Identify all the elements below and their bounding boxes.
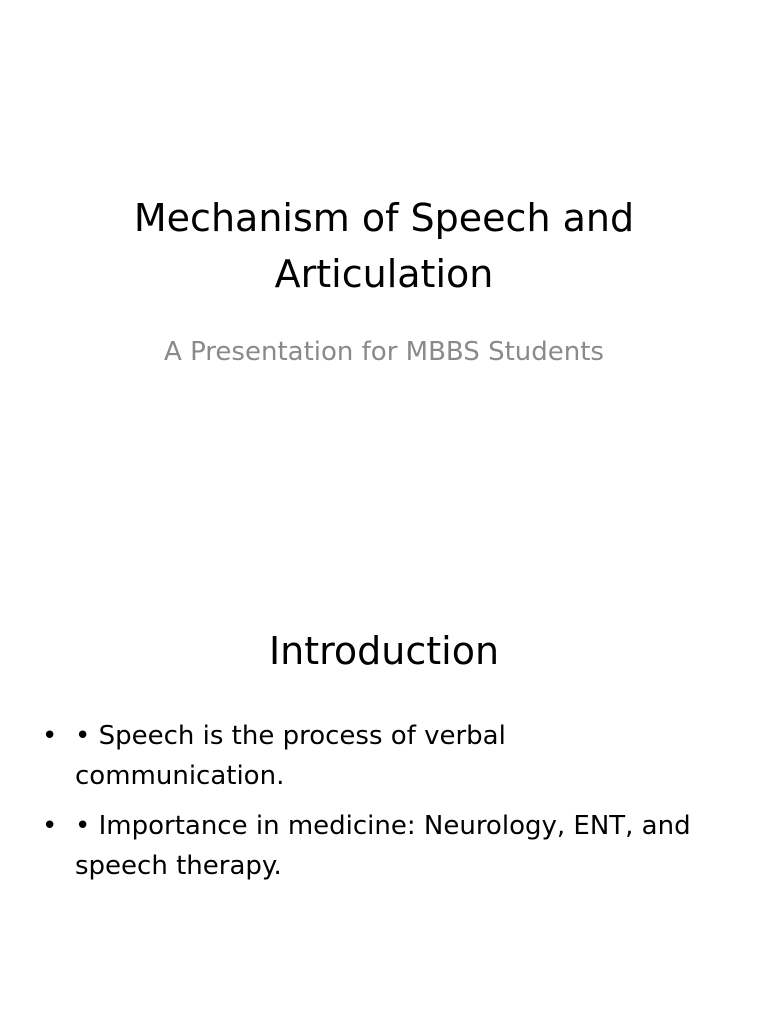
bullet-list: [40, 716, 708, 896]
bullet-text: • Importance in medicine: Neurology, ENT, and speech therapy.: [75, 811, 691, 881]
bullet-icon: •: [42, 811, 58, 841]
slide-heading: Introduction: [268, 629, 500, 673]
list-item: [40, 806, 708, 886]
bullet-text: • Speech is the process of verbal communication.: [75, 721, 506, 791]
introduction-slide: [0, 576, 768, 1024]
bullet-icon: •: [42, 721, 58, 751]
slide-subtitle: A Presentation for MBBS Students: [164, 337, 604, 367]
list-item: [40, 716, 708, 796]
slide-title: Mechanism of Speech and Articulation: [133, 196, 635, 296]
